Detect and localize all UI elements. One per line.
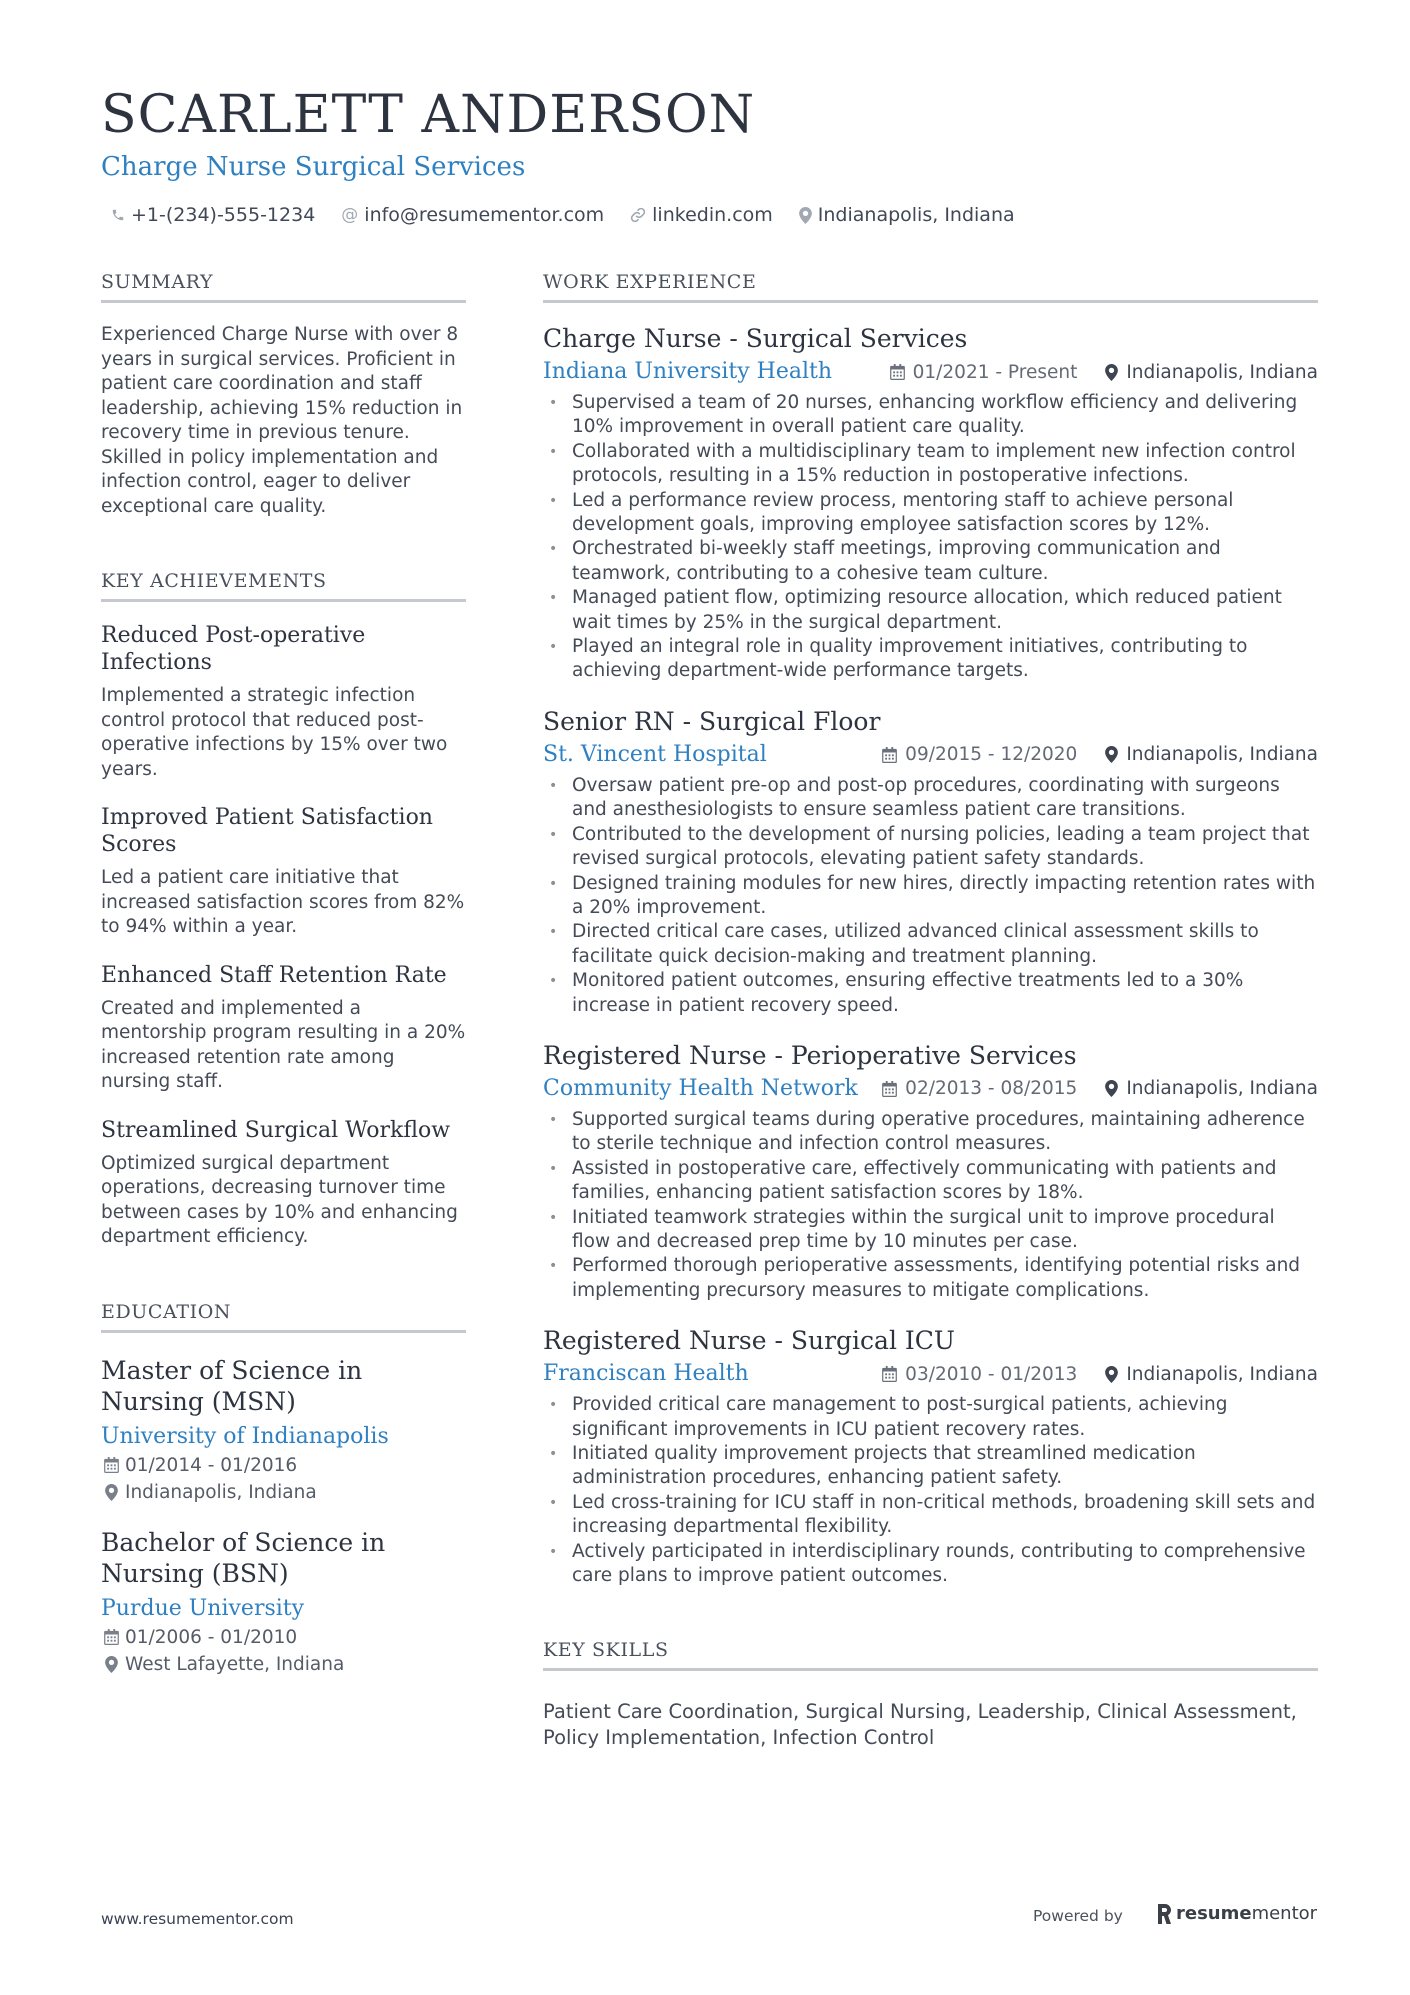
summary-title: SUMMARY	[101, 270, 466, 303]
contact-location	[799, 204, 1015, 226]
job-bullets	[543, 774, 1318, 1018]
bullet-dot-icon: •	[549, 1543, 558, 1560]
calendar-icon	[890, 364, 905, 380]
contact-bar	[111, 204, 1330, 226]
job-bullets	[543, 391, 1318, 684]
bullet-text: Provided critical care management to post-surgical patients, achieving significant improvements in ICU patient recovery rates.	[572, 1394, 1228, 1440]
phone-text: +1-(234)-555-1234	[131, 204, 316, 226]
job-meta-row	[543, 357, 1318, 387]
bullet-item	[543, 969, 1318, 1018]
bullet-text: Designed training modules for new hires, directly impacting retention rates with a 20% improvement.	[572, 872, 1316, 918]
job-title: Registered Nurse - Perioperative Services	[543, 1040, 1077, 1070]
bullet-dot-icon: •	[549, 639, 558, 656]
bullet-item	[543, 774, 1318, 823]
location-pin-icon	[101, 1484, 121, 1501]
bullet-dot-icon: •	[549, 590, 558, 607]
email-text: info@resumementor.com	[364, 204, 605, 226]
job-location	[1105, 1078, 1318, 1099]
skills-text: Patient Care Coordination, Surgical Nursing, Leadership, Clinical Assessment, Policy Implementation, Infection Control	[543, 1700, 1297, 1750]
job-location	[1105, 744, 1318, 765]
bullet-dot-icon: •	[549, 1160, 558, 1177]
brand-text-bold: resume	[1176, 1903, 1252, 1924]
job-entry	[543, 1040, 1318, 1303]
bullet-dot-icon: •	[549, 1397, 558, 1414]
bullet-dot-icon: •	[549, 1446, 558, 1462]
location-pin-icon	[1105, 746, 1118, 763]
school-name: University of Indianapolis	[101, 1423, 389, 1449]
bullet-text: Orchestrated bi-weekly staff meetings, improving communication and teamwork, contributing to a cohesive team culture.	[572, 538, 1221, 584]
experience-title: WORK EXPERIENCE	[543, 270, 1318, 303]
company-name: Franciscan Health	[543, 1361, 749, 1387]
education-location	[101, 1480, 466, 1505]
achievement-desc: Led a patient care initiative that increased satisfaction scores from 82% to 94% within a year.	[101, 867, 465, 937]
location-pin-icon	[1105, 1366, 1118, 1383]
school-name: Purdue University	[101, 1595, 305, 1621]
calendar-icon	[882, 1081, 897, 1097]
bullet-dot-icon: •	[549, 541, 558, 558]
job-title: Senior RN - Surgical Floor	[543, 706, 881, 736]
bullet-dot-icon: •	[549, 924, 558, 941]
achievement-item	[101, 622, 466, 782]
dates-text: 01/2014 - 01/2016	[125, 1454, 298, 1476]
location-text: Indianapolis, Indiana	[1126, 1363, 1318, 1385]
bullet-item	[543, 1108, 1318, 1157]
bullet-text: Initiated quality improvement projects that streamlined medication administration procedures, enhancing patient safety.	[572, 1443, 1196, 1489]
bullet-text: Oversaw patient pre-op and post-op procedures, coordinating with surgeons and anesthesiologists to ensure seamless patient care transitions.	[572, 774, 1280, 821]
location-pin-icon	[101, 1656, 121, 1673]
bullet-text: Played an integral role in quality improvement initiatives, contributing to achieving department-wide performance targets.	[572, 636, 1248, 682]
job-entry	[543, 1325, 1318, 1588]
bullet-item	[543, 1206, 1318, 1255]
bullet-item	[543, 635, 1318, 684]
location-pin-icon	[799, 207, 812, 224]
company-name: St. Vincent Hospital	[543, 741, 767, 767]
at-icon: @	[341, 205, 359, 225]
bullet-dot-icon: •	[549, 443, 558, 460]
job-dates	[882, 744, 1077, 765]
job-location	[1105, 1364, 1318, 1385]
achievements-title: KEY ACHIEVEMENTS	[101, 569, 466, 602]
bullet-text: Assisted in postoperative care, effectively communicating with patients and families, enhancing patient satisfaction scores by 18%.	[572, 1157, 1277, 1204]
achievement-title: Enhanced Staff Retention Rate	[101, 962, 447, 988]
location-text: Indianapolis, Indiana	[125, 1481, 317, 1503]
phone-icon	[111, 208, 125, 222]
contact-phone[interactable]	[111, 204, 315, 226]
bullet-dot-icon: •	[549, 1494, 558, 1511]
resume-header	[101, 82, 1330, 226]
job-meta-row	[543, 1074, 1318, 1104]
bullet-text: Contributed to the development of nursing policies, leading a team project that revised surgical protocols, elevating patient safety standards.	[572, 823, 1310, 870]
bullet-text: Monitored patient outcomes, ensuring effective treatments led to a 30% increase in patient recovery speed.	[572, 970, 1244, 1016]
skills-title: KEY SKILLS	[543, 1638, 1318, 1671]
job-location	[1105, 362, 1318, 383]
candidate-role: Charge Nurse Surgical Services	[101, 152, 526, 182]
company-name: Indiana University Health	[543, 359, 833, 384]
education-location	[101, 1652, 466, 1677]
achievement-title: Improved Patient Satisfaction Scores	[101, 805, 433, 857]
job-entry	[543, 323, 1318, 684]
bullet-dot-icon: •	[549, 875, 558, 892]
bullet-text: Actively participated in interdisciplinary rounds, contributing to comprehensive care plans to improve patient outcomes.	[572, 1540, 1306, 1587]
brand-logo-link[interactable]	[1156, 1903, 1317, 1924]
dates-text: 03/2010 - 01/2013	[905, 1363, 1078, 1385]
bullet-item	[543, 391, 1318, 440]
bullet-text: Managed patient flow, optimizing resource allocation, which reduced patient wait times by 25% in the surgical department.	[572, 587, 1282, 633]
contact-email[interactable]	[341, 204, 604, 226]
bullet-text: Supported surgical teams during operative procedures, maintaining adherence to sterile technique and infection control measures.	[572, 1108, 1305, 1155]
degree-name: Master of Science in Nursing (MSN)	[101, 1355, 363, 1416]
bullet-text: Directed critical care cases, utilized advanced clinical assessment skills to facilitate quick decision-making and treatment planning.	[572, 921, 1259, 967]
bullet-item	[543, 823, 1318, 872]
education-section	[101, 1300, 466, 1677]
bullet-dot-icon: •	[549, 1111, 558, 1128]
bullet-dot-icon: •	[549, 1209, 558, 1226]
powered-by-label: Powered by	[1033, 1907, 1123, 1925]
candidate-name: SCARLETT ANDERSON	[101, 85, 756, 145]
calendar-icon	[882, 1366, 897, 1382]
location-text: Indianapolis, Indiana	[817, 204, 1015, 226]
job-dates	[890, 362, 1078, 383]
job-dates	[882, 1364, 1077, 1385]
bullet-dot-icon: •	[549, 973, 558, 990]
achievement-item	[101, 804, 466, 940]
dates-text: 01/2021 - Present	[912, 361, 1078, 383]
company-name: Community Health Network	[543, 1075, 858, 1101]
bullet-text: Initiated teamwork strategies within the surgical unit to improve procedural flow and decreased prep time by 10 minutes per case.	[572, 1206, 1275, 1252]
calendar-icon	[101, 1457, 121, 1473]
resumementor-logo-icon	[1156, 1904, 1172, 1924]
bullet-dot-icon: •	[549, 826, 558, 843]
bullet-item	[543, 440, 1318, 489]
achievement-desc: Implemented a strategic infection control protocol that reduced post-operative infections by 15% over two years.	[101, 685, 448, 780]
bullet-text: Led a performance review process, mentoring staff to achieve personal development goals, improving employee satisfaction scores by 12%.	[572, 489, 1234, 536]
bullet-dot-icon: •	[549, 492, 558, 509]
bullet-dot-icon: •	[549, 395, 558, 411]
achievement-title: Streamlined Surgical Workflow	[101, 1117, 451, 1143]
job-dates	[882, 1078, 1077, 1099]
bullet-item	[543, 1157, 1318, 1206]
job-bullets	[543, 1108, 1318, 1303]
calendar-icon	[882, 747, 897, 763]
bullet-item	[543, 586, 1318, 635]
education-dates	[101, 1453, 466, 1478]
location-pin-icon	[1105, 1080, 1118, 1097]
footer-website-link[interactable]: www.resumementor.com	[101, 1910, 294, 1928]
bullet-text: Performed thorough perioperative assessments, identifying potential risks and implementing precursory measures to mitigate complications.	[572, 1255, 1301, 1301]
location-text: West Lafayette, Indiana	[125, 1653, 345, 1675]
bullet-dot-icon: •	[549, 1258, 558, 1275]
achievement-item	[101, 962, 466, 1095]
bullet-item	[543, 920, 1318, 969]
location-text: Indianapolis, Indiana	[1126, 744, 1318, 766]
dates-text: 02/2013 - 08/2015	[905, 1078, 1078, 1100]
summary-section	[101, 270, 466, 519]
bullet-item	[543, 872, 1318, 921]
summary-text: Experienced Charge Nurse with over 8 years in surgical services. Proficient in patient care coordination and staff leadership, achieving 15% reduction in recovery time in previous tenure. Skilled in policy implementation and infection control, eager to deliver exceptional care quality.	[101, 324, 463, 517]
bullet-dot-icon: •	[549, 777, 558, 794]
job-title: Registered Nurse - Surgical ICU	[543, 1326, 955, 1356]
bullet-item	[543, 1442, 1318, 1491]
job-title: Charge Nurse - Surgical Services	[543, 324, 968, 353]
linkedin-text: linkedin.com	[652, 204, 773, 226]
brand-text-regular: mentor	[1251, 1903, 1318, 1924]
bullet-text: Supervised a team of 20 nurses, enhancing workflow efficiency and delivering 10% improvement in overall patient care quality.	[572, 392, 1298, 438]
achievement-desc: Created and implemented a mentorship program resulting in a 20% increased retention rate among nursing staff.	[101, 997, 466, 1092]
education-item	[101, 1527, 466, 1677]
dates-text: 09/2015 - 12/2020	[905, 744, 1078, 766]
achievement-desc: Optimized surgical department operations, decreasing turnover time between cases by 10% and enhancing department efficiency.	[101, 1152, 458, 1247]
right-column	[543, 270, 1318, 1751]
education-item	[101, 1355, 466, 1505]
achievements-section	[101, 569, 466, 1250]
link-icon	[630, 207, 646, 223]
location-text: Indianapolis, Indiana	[1126, 361, 1318, 383]
bullet-item	[543, 489, 1318, 538]
job-meta-row	[543, 740, 1318, 770]
education-dates	[101, 1625, 466, 1650]
achievement-title: Reduced Post-operative Infections	[101, 623, 366, 675]
bullet-text: Led cross-training for ICU staff in non-critical methods, broadening skill sets and increasing departmental flexibility.	[572, 1491, 1316, 1538]
job-entry	[543, 706, 1318, 1018]
bullet-item	[543, 1491, 1318, 1540]
bullet-item	[543, 537, 1318, 586]
location-text: Indianapolis, Indiana	[1126, 1078, 1318, 1100]
dates-text: 01/2006 - 01/2010	[125, 1626, 298, 1648]
bullet-item	[543, 1540, 1318, 1589]
achievement-item	[101, 1117, 466, 1250]
education-title: EDUCATION	[101, 1300, 466, 1333]
bullet-item	[543, 1254, 1318, 1303]
bullet-text: Collaborated with a multidisciplinary team to implement new infection control protocols, resulting in a 15% reduction in postoperative infections.	[572, 440, 1296, 487]
left-column	[101, 270, 466, 1677]
contact-linkedin[interactable]	[630, 204, 773, 226]
job-meta-row	[543, 1359, 1318, 1389]
job-bullets	[543, 1393, 1318, 1588]
location-pin-icon	[1105, 364, 1118, 381]
calendar-icon	[101, 1629, 121, 1645]
bullet-item	[543, 1393, 1318, 1442]
skills-section	[543, 1638, 1318, 1751]
degree-name: Bachelor of Science in Nursing (BSN)	[101, 1527, 386, 1588]
